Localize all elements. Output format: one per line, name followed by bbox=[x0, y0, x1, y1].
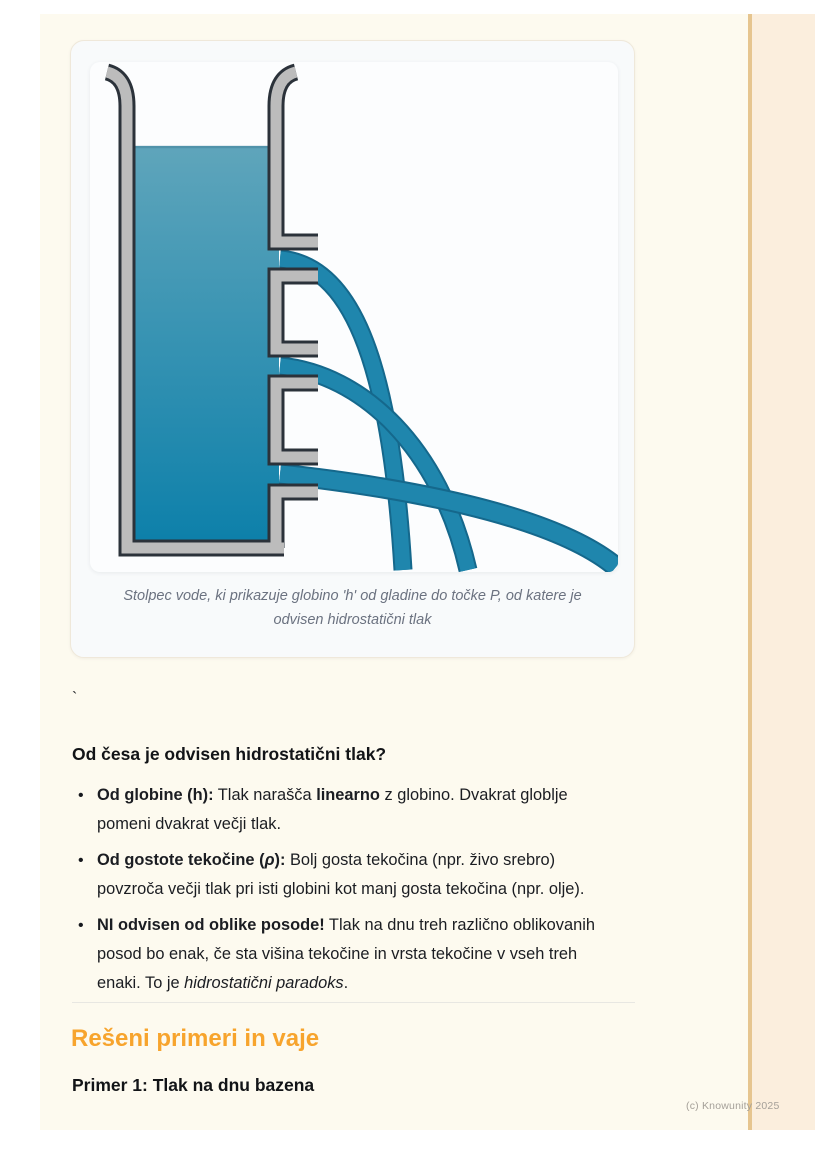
figure-caption-line2: odvisen hidrostatični tlak bbox=[273, 612, 432, 628]
text-segment: linearno bbox=[316, 786, 380, 804]
text-segment: Tlak narašča bbox=[213, 786, 317, 804]
text-segment: z globino. Dvakrat globlje pomeni dvakrat večji tlak. bbox=[97, 786, 568, 833]
text-segment: Od globine (h): bbox=[97, 786, 214, 804]
text-segment: ρ bbox=[264, 851, 275, 869]
text-segment: Od gostote tekočine ( bbox=[97, 851, 265, 869]
text-segment: Bolj gosta tekočina (npr. živo srebro) povzroča večji tlak pri isti globini kot manj gosta tekočina (npr. olje). bbox=[97, 851, 585, 898]
figure-caption bbox=[93, 584, 612, 632]
right-wall-top-outline bbox=[276, 72, 318, 242]
list-item bbox=[72, 911, 624, 998]
page-edge-strip bbox=[752, 14, 815, 1130]
figure-card bbox=[70, 40, 635, 658]
figure-image bbox=[90, 62, 618, 572]
water-column-figure bbox=[90, 62, 618, 572]
list-item bbox=[72, 781, 624, 839]
section-heading: Od česa je odvisen hidrostatični tlak? bbox=[72, 744, 387, 764]
examples-heading: Rešeni primeri in vaje bbox=[71, 1025, 320, 1052]
text-segment: hidrostatični paradoks bbox=[184, 974, 344, 992]
section-divider bbox=[72, 1002, 635, 1003]
right-wall-bottom-outline bbox=[276, 492, 318, 548]
water-body bbox=[132, 146, 279, 542]
text-segment: Tlak na dnu treh različno oblikovanih posod bo enak, če sta višina tekočine in vrsta tekočine v vseh treh enaki. To je bbox=[97, 916, 595, 992]
figure-caption-line1: Stolpec vode, ki prikazuje globino 'h' od gladine do točke P, od katere je bbox=[123, 588, 582, 604]
copyright-watermark: (c) Knowunity 2025 bbox=[686, 1100, 780, 1112]
text-segment: ): bbox=[274, 851, 286, 869]
list-item bbox=[72, 846, 624, 904]
bullet-list bbox=[72, 781, 624, 1005]
right-wall-bracket1-outline bbox=[276, 276, 318, 349]
right-wall-bracket2-outline bbox=[276, 383, 318, 457]
text-segment: . bbox=[343, 974, 349, 992]
text-segment: NI odvisen od oblike posode! bbox=[97, 916, 325, 934]
stray-backtick: ` bbox=[72, 690, 78, 707]
example1-subheading: Primer 1: Tlak na dnu bazena bbox=[72, 1075, 315, 1095]
